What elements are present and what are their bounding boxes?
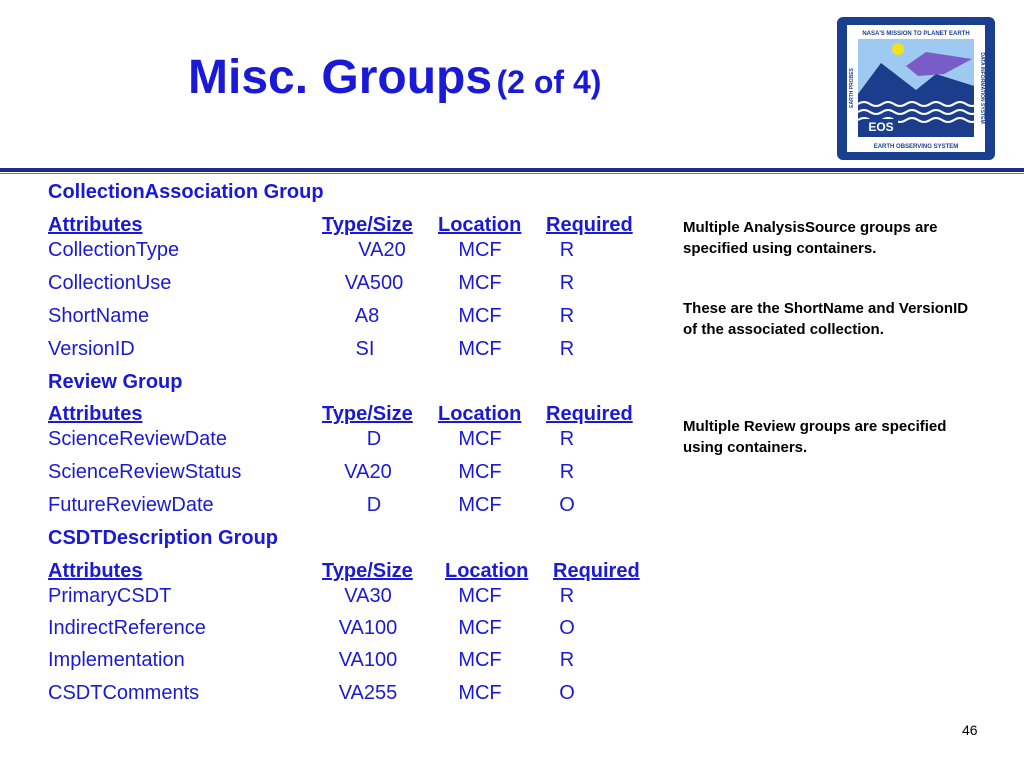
row-type-size: A8 bbox=[354, 305, 380, 327]
row-location: MCF bbox=[458, 617, 502, 639]
row-location: MCF bbox=[458, 305, 502, 327]
row-location: MCF bbox=[458, 239, 502, 261]
title-sub: (2 of 4) bbox=[496, 64, 602, 100]
row-type-size: VA500 bbox=[344, 272, 404, 294]
sun-icon bbox=[892, 43, 904, 55]
row-attribute: CollectionType bbox=[48, 239, 180, 261]
row-type-size: VA100 bbox=[338, 649, 398, 671]
row-type-size: VA20 bbox=[358, 239, 406, 261]
row-attribute: IndirectReference bbox=[48, 617, 206, 639]
group-title: CSDTDescription Group bbox=[48, 527, 279, 549]
header-required: Required bbox=[546, 403, 633, 425]
header-type-size: Type/Size bbox=[322, 403, 413, 425]
header-type-size: Type/Size bbox=[322, 560, 413, 582]
row-attribute: ScienceReviewDate bbox=[48, 428, 227, 450]
header-required: Required bbox=[553, 560, 640, 582]
logo-top-text: NASA'S MISSION TO PLANET EARTH bbox=[862, 31, 970, 37]
row-location: MCF bbox=[458, 272, 502, 294]
row-type-size: D bbox=[366, 428, 382, 450]
logo-right-text: DATA INFORMATION SYSTEM bbox=[979, 52, 985, 124]
note-review-groups: Multiple Review groups are specified using containers. bbox=[683, 418, 947, 456]
header-attributes: Attributes bbox=[48, 403, 143, 425]
note-analysis-source: Multiple AnalysisSource groups are specified using containers. bbox=[683, 219, 938, 257]
row-required: R bbox=[559, 461, 575, 483]
row-attribute: FutureReviewDate bbox=[48, 494, 214, 516]
header-required: Required bbox=[546, 214, 633, 236]
row-required: O bbox=[559, 682, 575, 704]
row-attribute: VersionID bbox=[48, 338, 135, 360]
row-location: MCF bbox=[458, 682, 502, 704]
row-required: R bbox=[559, 428, 575, 450]
row-required: R bbox=[559, 305, 575, 327]
row-type-size: VA30 bbox=[344, 585, 392, 607]
header-location: Location bbox=[445, 560, 529, 582]
slide-title bbox=[188, 50, 601, 105]
row-type-size: VA100 bbox=[338, 617, 398, 639]
row-type-size: VA20 bbox=[344, 461, 392, 483]
row-attribute: ShortName bbox=[48, 305, 150, 327]
header-attributes: Attributes bbox=[48, 560, 143, 582]
page-number: 46 bbox=[962, 722, 978, 738]
row-type-size: VA255 bbox=[338, 682, 398, 704]
row-required: R bbox=[559, 272, 575, 294]
row-type-size: SI bbox=[355, 338, 375, 360]
title-main: Misc. Groups bbox=[188, 51, 493, 104]
row-type-size: D bbox=[366, 494, 382, 516]
title-rule-thin bbox=[0, 173, 1024, 174]
row-location: MCF bbox=[458, 338, 502, 360]
row-location: MCF bbox=[458, 461, 502, 483]
group-title: Review Group bbox=[48, 371, 183, 393]
row-attribute: ScienceReviewStatus bbox=[48, 461, 242, 483]
header-attributes: Attributes bbox=[48, 214, 143, 236]
eos-badge-text: EOS bbox=[868, 120, 894, 134]
row-location: MCF bbox=[458, 649, 502, 671]
row-required: O bbox=[559, 617, 575, 639]
row-location: MCF bbox=[458, 585, 502, 607]
row-location: MCF bbox=[458, 494, 502, 516]
row-required: R bbox=[559, 239, 575, 261]
group-title: CollectionAssociation Group bbox=[48, 181, 324, 203]
header-location: Location bbox=[438, 403, 522, 425]
row-location: MCF bbox=[458, 428, 502, 450]
header-type-size: Type/Size bbox=[322, 214, 413, 236]
eos-logo bbox=[836, 16, 996, 161]
row-required: R bbox=[559, 338, 575, 360]
logo-bottom-text: EARTH OBSERVING SYSTEM bbox=[873, 144, 959, 150]
row-attribute: CollectionUse bbox=[48, 272, 172, 294]
note-shortname-version: These are the ShortName and VersionID of the associated collection. bbox=[683, 300, 969, 338]
title-rule bbox=[0, 168, 1024, 172]
row-attribute: PrimaryCSDT bbox=[48, 585, 172, 607]
row-attribute: CSDTComments bbox=[48, 682, 200, 704]
header-location: Location bbox=[438, 214, 522, 236]
logo-left-text: EARTH PROBES bbox=[849, 68, 855, 108]
row-required: O bbox=[559, 494, 575, 516]
row-required: R bbox=[559, 649, 575, 671]
row-required: R bbox=[559, 585, 575, 607]
row-attribute: Implementation bbox=[48, 649, 185, 671]
